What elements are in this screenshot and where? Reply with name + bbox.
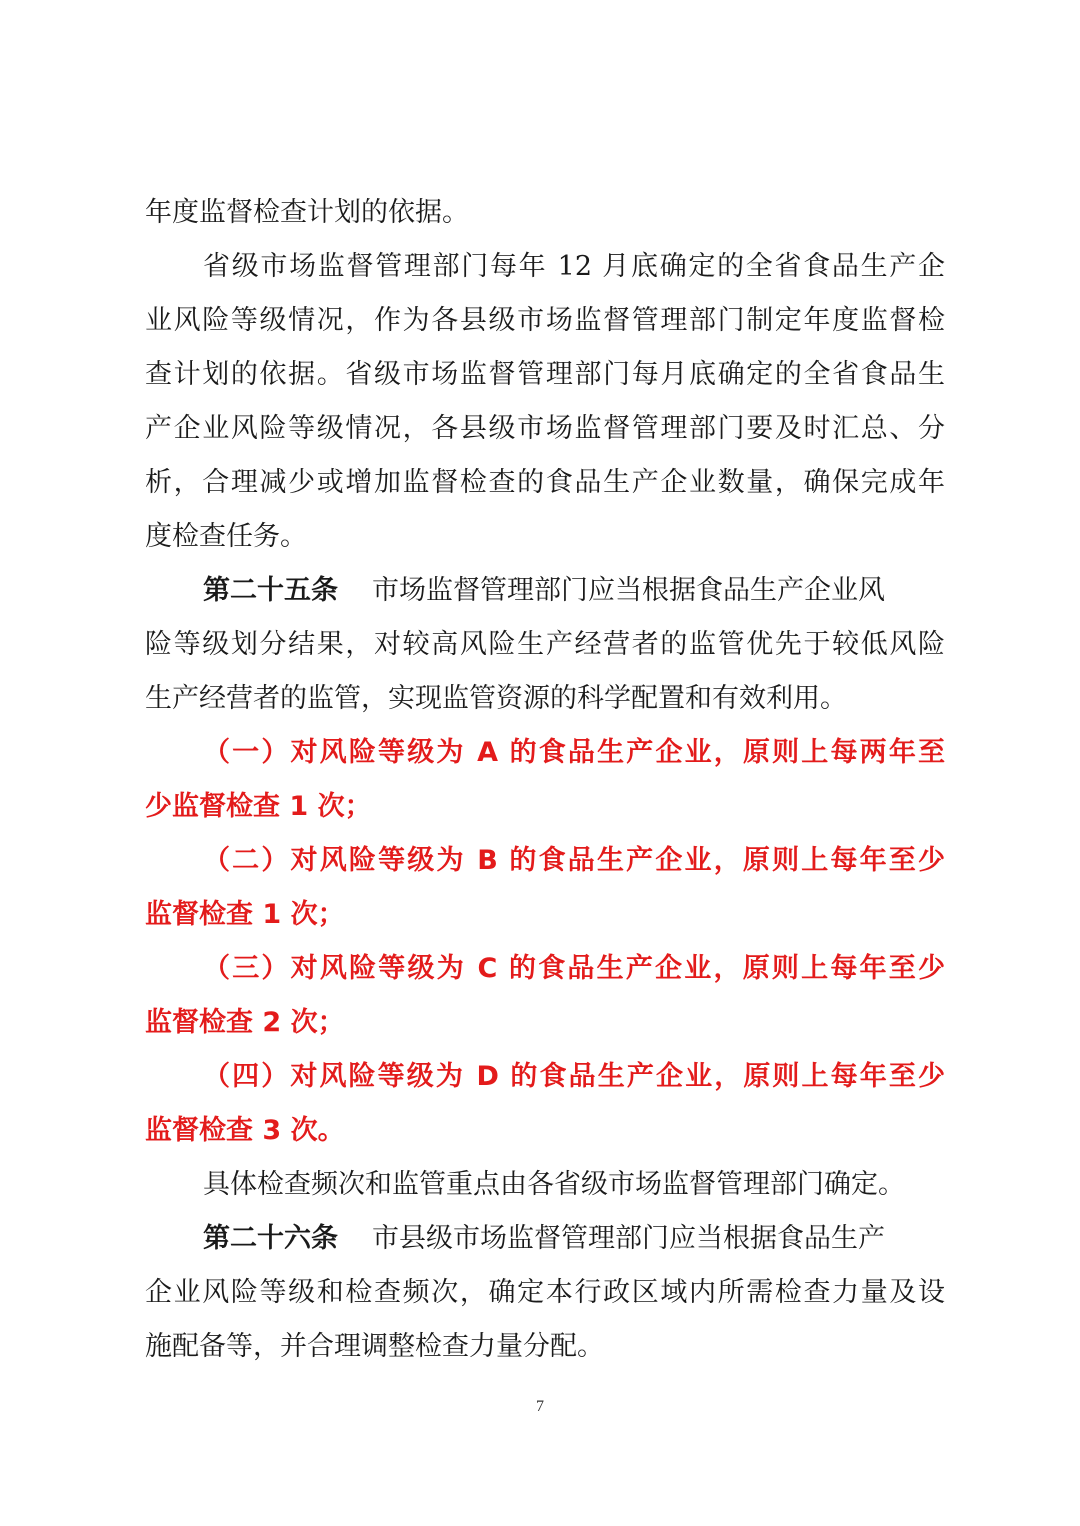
text-line: 险等级划分结果，对较高风险生产经营者的监管优先于较低风险 (145, 629, 945, 660)
text-line: 析，合理减少或增加监督检查的食品生产企业数量，确保完成年 (145, 467, 945, 498)
article-heading: 第二十五条 (203, 575, 338, 606)
text-line: 生产经营者的监管，实现监管资源的科学配置和有效利用。 (145, 683, 847, 714)
article-text: 市场监督管理部门应当根据食品生产企业风 (372, 575, 885, 606)
highlighted-clause: 监督检查 1 次； (145, 899, 345, 930)
highlighted-clause: 监督检查 2 次； (145, 1007, 345, 1038)
text-line: 产企业风险等级情况，各县级市场监督管理部门要及时汇总、分 (145, 413, 945, 444)
page-number: 7 (536, 1398, 544, 1415)
text-line: 年度监督检查计划的依据。 (145, 197, 469, 228)
article-heading: 第二十六条 (203, 1223, 338, 1254)
text-line: 省级市场监督管理部门每年 12 月底确定的全省食品生产企 (203, 251, 945, 282)
text-line: 企业风险等级和检查频次，确定本行政区域内所需检查力量及设 (145, 1277, 945, 1308)
text-line: 查计划的依据。省级市场监督管理部门每月底确定的全省食品生 (145, 359, 945, 390)
text-line: 业风险等级情况，作为各县级市场监督管理部门制定年度监督检 (145, 305, 945, 336)
highlighted-clause: 监督检查 3 次。 (145, 1115, 345, 1146)
text-line: 具体检查频次和监管重点由各省级市场监督管理部门确定。 (203, 1169, 905, 1200)
text-line: 施配备等，并合理调整检查力量分配。 (145, 1331, 604, 1362)
article-25-first-line (203, 564, 945, 618)
article-26-first-line (203, 1212, 945, 1266)
highlighted-clause: 少监督检查 1 次； (145, 791, 372, 822)
highlighted-clause: （二）对风险等级为 B 的食品生产企业，原则上每年至少 (203, 845, 945, 876)
highlighted-clause: （一）对风险等级为 A 的食品生产企业，原则上每两年至 (203, 737, 945, 768)
highlighted-clause: （三）对风险等级为 C 的食品生产企业，原则上每年至少 (203, 953, 945, 984)
text-line: 度检查任务。 (145, 521, 307, 552)
highlighted-clause: （四）对风险等级为 D 的食品生产企业，原则上每年至少 (203, 1061, 945, 1092)
article-text: 市县级市场监督管理部门应当根据食品生产 (372, 1223, 885, 1254)
